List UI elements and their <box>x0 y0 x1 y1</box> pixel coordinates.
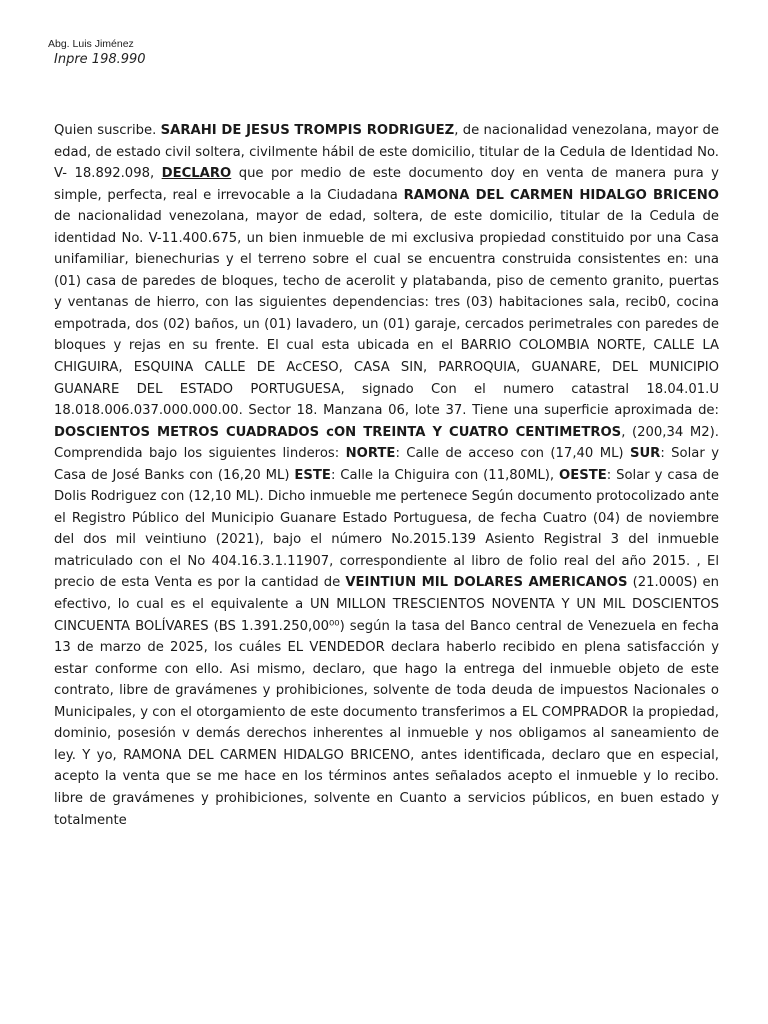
sale-price: VEINTIUN MIL DOLARES AMERICANOS <box>345 575 628 591</box>
body-text-run: : Calle de acceso con (17,40 ML) <box>395 446 630 462</box>
body-text-run: (21.000S) en efectivo, lo cual es el equivalente a UN MILLON TRESCIENTOS NOVENTA Y UN MIL DOSCIENTOS CINCUENTA BOLÍVARES (BS 1.391.250,00⁰⁰) según la tasa del Banco central de Venezuela en fecha 13 de marzo de 2025, los cuáles EL VENDEDOR declara haberlo recibido en plena satisfacción y estar conforme con ello. Asi mismo, declaro, que hago la entrega del inmueble objeto de este contrato, libre de gravámenes y prohibiciones, solvente de toda deuda de impuestos Nacionales o Municipales, y con el otorgamiento de este documento transferimos a EL COMPRADOR la propiedad, dominio, posesión v demás derechos inherentes al inmueble y nos obligamos al saneamiento de ley. Y yo, RAMONA DEL CARMEN HIDALGO BRICENO, antes identificada, declaro que en especial, acepto la venta que se me hace en los términos antes señalados acepto el inmueble y lo recibo. libre de gravámenes y prohibiciones, solvente en Cuanto a servicios públicos, en buen estado y totalmente <box>54 575 719 828</box>
body-text-run: , (200,34 M2). Comprendida bajo los siguientes linderos: <box>54 424 719 462</box>
header-inpre-number: Inpre 198.990 <box>54 52 146 67</box>
body-text-run: que por medio de este documento doy en venta de manera pura y simple, perfecta, real e irrevocable a la Ciudadana <box>54 166 719 203</box>
boundary-east: ESTE <box>294 467 331 483</box>
surface-area: DOSCIENTOS METROS CUADRADOS cON TREINTA Y CUATRO CENTIMETROS <box>54 424 622 440</box>
seller-name: SARAHI DE JESUS TROMPIS RODRIGUEZ <box>160 123 455 138</box>
header-author: Abg. Luis Jiménez <box>48 38 134 50</box>
document-body-paragraph <box>54 120 719 831</box>
body-text-run: de nacionalidad venezolana, mayor de edad, soltera, de este domicilio, titular de la Cedula de identidad No. V-11.400.675, un bien inmueble de mi exclusiva propiedad constituido por una Casa unifamiliar, bienechurias y el terreno sobre el cual se encuentra construida consistentes en: una (01) casa de paredes de bloques, techo de acerolit y platabanda, piso de cemento granito, puertas y ventanas de hierro, con las siguientes dependencias: tres (03) habitaciones sala, recib0, cocina empotrada, dos (02) baños, un (01) lavadero, un (01) garaje, cercados perimetrales con paredes de bloques y rejas en su frente. El cual esta ubicada en el BARRIO COLOMBIA NORTE, CALLE LA CHIGUIRA, ESQUINA CALLE DE AcCESO, CASA SIN, PARROQUIA, GUANARE, DEL MUNICIPIO GUANARE DEL ESTADO PORTUGUESA, signado Con el numero catastral 18.04.01.U 18.018.006.037.000.000.00. Sector 18. Manzana 06, lote 37. Tiene una superficie aproximada de: <box>54 209 719 419</box>
boundary-south: SUR <box>629 446 661 462</box>
body-text-run: Quien suscribe. <box>54 123 161 138</box>
body-text-run: : Calle la Chiguira con (11,80ML), <box>330 467 560 483</box>
body-text-run: : Solar y Casa de José Banks con (16,20 ML) <box>54 446 719 483</box>
declaro-underlined: DECLARO <box>161 166 232 182</box>
body-text-run: : Solar y casa de Dolis Rodriguez con (12,10 ML). Dicho inmueble me pertenece Según documento protocolizado ante el Registro Público del Municipio Guanare Estado Portuguesa, de fecha Cuatro (04) de noviembre del dos mil veintiuno (2021), bajo el número No.2015.139 Asiento Registral 3 del inmueble matriculado con el No 404.16.3.1.11907, correspondiente al libro de folio real del año 2015. , El precio de esta Venta es por la cantidad de <box>54 467 719 591</box>
declaro-keyword <box>162 166 232 181</box>
body-text-run: , de nacionalidad venezolana, mayor de edad, de estado civil soltera, civilmente hábil de este domicilio, titular de la Cedula de Identidad No. V- 18.892.098, <box>54 123 719 182</box>
buyer-name: RAMONA DEL CARMEN HIDALGO BRICENO <box>403 187 720 203</box>
boundary-west: OESTE <box>559 467 607 483</box>
boundary-north: NORTE <box>345 446 396 462</box>
